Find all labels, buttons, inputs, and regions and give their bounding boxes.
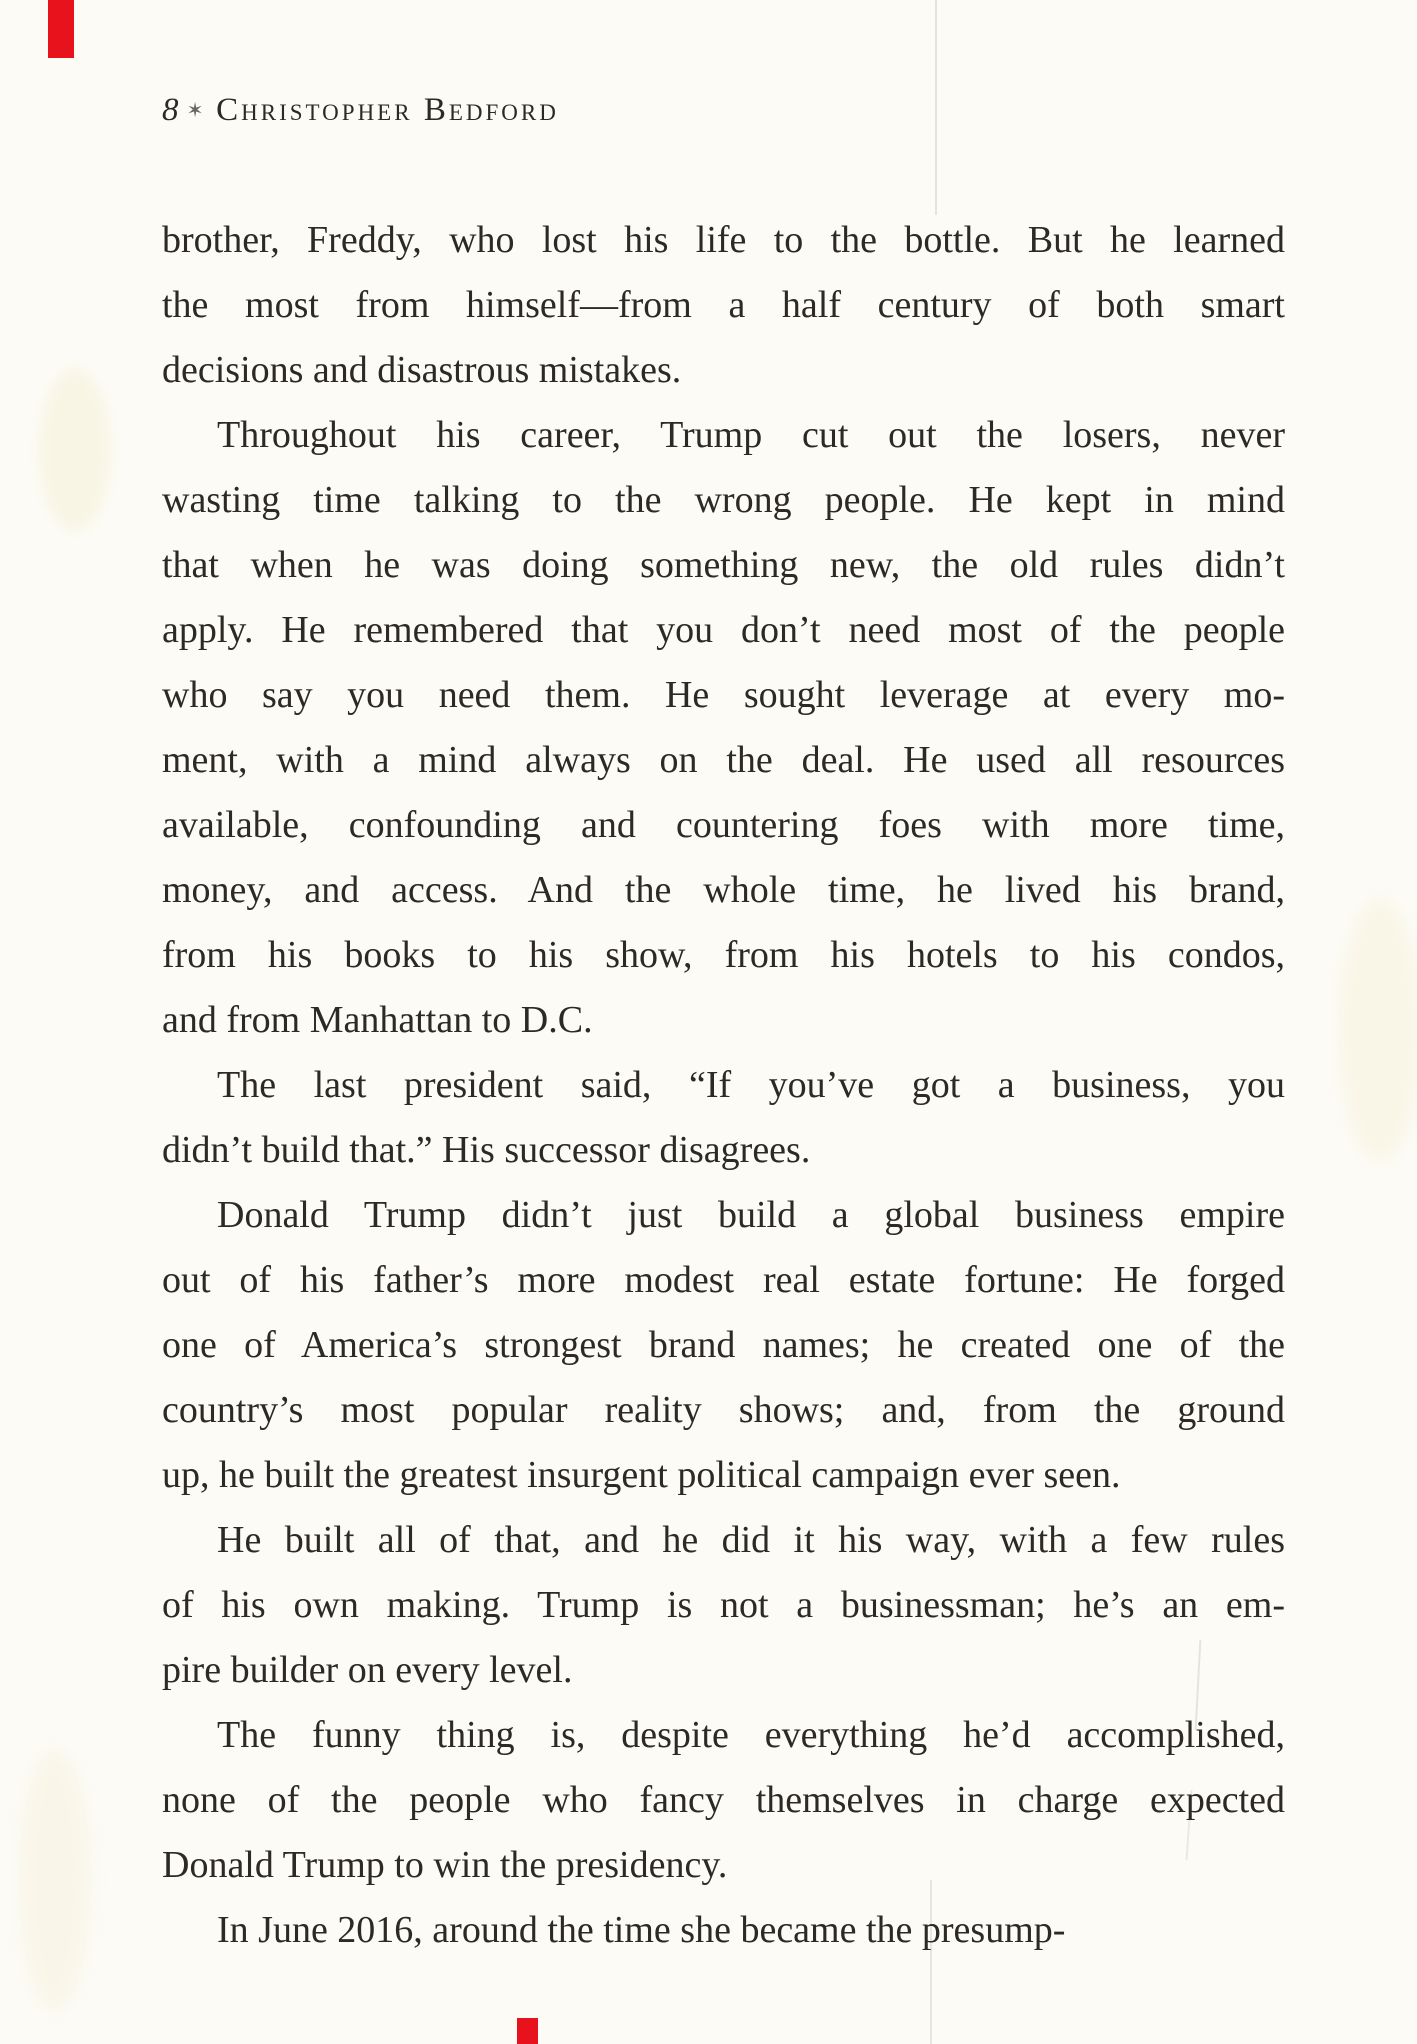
scan-artifact-red-top bbox=[48, 0, 74, 58]
scan-discoloration bbox=[1340, 900, 1417, 1160]
running-head-title: Christopher Bedford bbox=[216, 92, 559, 128]
text-line: pire builder on every level. bbox=[162, 1649, 573, 1691]
text-line: Donald Trump didn’t just build a global business empire bbox=[217, 1194, 1285, 1236]
text-line: Throughout his career, Trump cut out the losers, never bbox=[217, 414, 1285, 456]
text-line: who say you need them. He sought leverage at every mo- bbox=[162, 674, 1285, 716]
text-line: one of America’s strongest brand names; he created one of the bbox=[162, 1324, 1285, 1366]
text-line: money, and access. And the whole time, he lived his brand, bbox=[162, 869, 1285, 911]
text-line: He built all of that, and he did it his way, with a few rules bbox=[217, 1519, 1285, 1561]
text-line: The funny thing is, despite everything he’d accomplished, bbox=[217, 1714, 1285, 1756]
running-header bbox=[162, 92, 559, 129]
star-ornament-icon: ✶ bbox=[186, 98, 207, 123]
text-line: In June 2016, around the time she became the presump- bbox=[217, 1909, 1066, 1951]
text-line: of his own making. Trump is not a businessman; he’s an em- bbox=[162, 1584, 1285, 1626]
text-line: that when he was doing something new, the old rules didn’t bbox=[162, 544, 1285, 586]
text-line: up, he built the greatest insurgent political campaign ever seen. bbox=[162, 1454, 1121, 1496]
text-line: ment, with a mind always on the deal. He used all resources bbox=[162, 739, 1285, 781]
scan-crease-top bbox=[935, 0, 937, 215]
scan-discoloration bbox=[40, 370, 110, 530]
body-text bbox=[162, 208, 1285, 1963]
text-line: brother, Freddy, who lost his life to the bottle. But he learned bbox=[162, 219, 1285, 261]
text-line: wasting time talking to the wrong people. He kept in mind bbox=[162, 479, 1285, 521]
text-line: out of his father’s more modest real estate fortune: He forged bbox=[162, 1259, 1285, 1301]
text-line: The last president said, “If you’ve got a business, you bbox=[217, 1064, 1285, 1106]
text-line: from his books to his show, from his hotels to his condos, bbox=[162, 934, 1285, 976]
scan-discoloration bbox=[20, 1750, 90, 2010]
text-line: decisions and disastrous mistakes. bbox=[162, 349, 682, 391]
text-line: apply. He remembered that you don’t need most of the people bbox=[162, 609, 1285, 651]
scan-artifact-red-bottom bbox=[517, 2018, 538, 2044]
text-line: Donald Trump to win the presidency. bbox=[162, 1844, 728, 1886]
text-line: country’s most popular reality shows; and, from the ground bbox=[162, 1389, 1285, 1431]
text-line: the most from himself—from a half century of both smart bbox=[162, 284, 1285, 326]
text-line: and from Manhattan to D.C. bbox=[162, 999, 593, 1041]
text-line: didn’t build that.” His successor disagrees. bbox=[162, 1129, 811, 1171]
text-line: none of the people who fancy themselves in charge expected bbox=[162, 1779, 1285, 1821]
text-line: available, confounding and countering foes with more time, bbox=[162, 804, 1285, 846]
page-number: 8 bbox=[162, 92, 179, 128]
